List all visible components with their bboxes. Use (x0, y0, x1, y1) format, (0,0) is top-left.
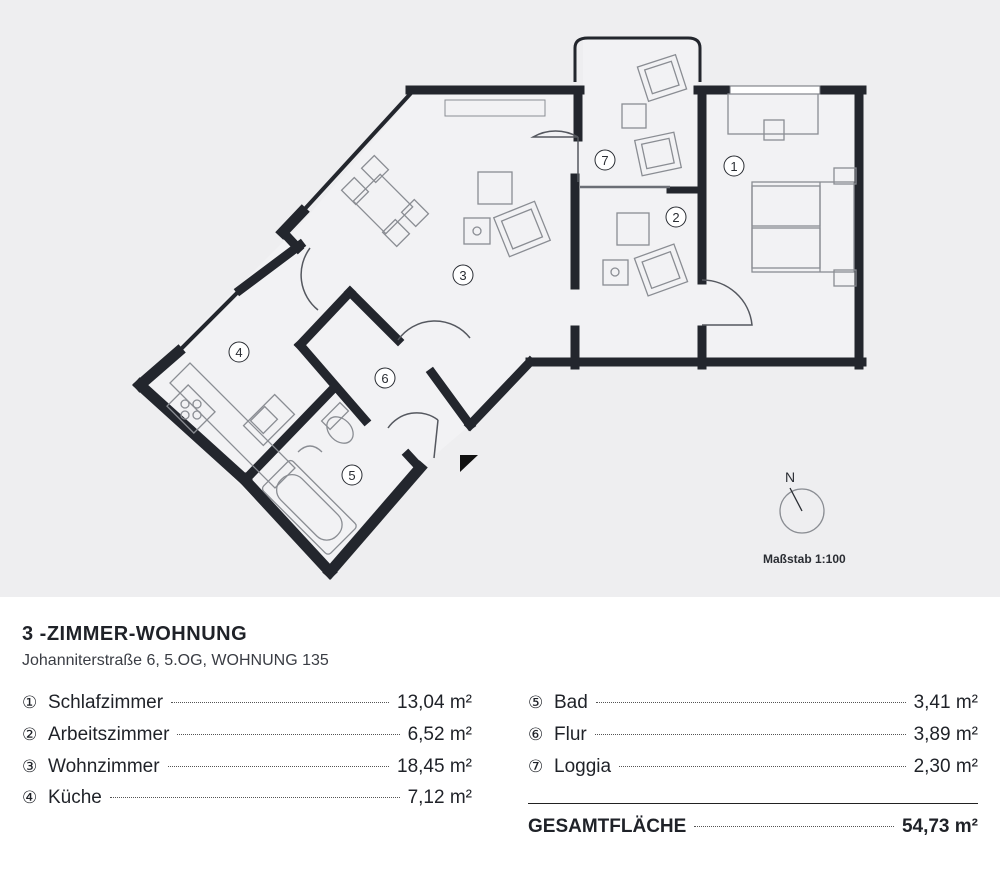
leader-dots (596, 702, 906, 703)
room-number: ① (22, 693, 38, 712)
leader-dots (694, 826, 894, 827)
room-number: ⑦ (528, 757, 544, 776)
room-area: 18,45 m² (397, 756, 472, 777)
room-row (528, 724, 978, 748)
room-marker-2 (666, 207, 686, 227)
room-marker-2-label: 2 (672, 210, 680, 225)
apartment-address: Johanniterstraße 6, 5.OG, WOHNUNG 135 (22, 652, 329, 669)
room-marker-5-label: 5 (348, 468, 356, 483)
total-label: GESAMTFLÄCHE (528, 816, 687, 837)
room-area: 3,41 m² (913, 692, 978, 713)
room-row (22, 692, 472, 716)
room-name: Flur (554, 724, 587, 745)
room-name: Arbeitszimmer (48, 724, 170, 745)
bedroom-window (730, 86, 820, 94)
room-number: ④ (22, 788, 38, 807)
total-area: 54,73 m² (901, 816, 978, 837)
room-row (528, 756, 978, 780)
leader-dots (619, 766, 906, 767)
room-row (528, 692, 978, 716)
room-row (22, 724, 472, 748)
room-name: Schlafzimmer (48, 692, 164, 713)
compass-icon (780, 469, 824, 533)
room-name: Bad (554, 692, 588, 713)
room-marker-7-label: 7 (601, 153, 609, 168)
room-marker-1-label: 1 (730, 159, 738, 174)
room-area: 7,12 m² (407, 787, 472, 808)
leader-dots (595, 734, 906, 735)
total-divider (528, 803, 978, 804)
room-marker-5 (342, 465, 362, 485)
room-marker-7 (595, 150, 615, 170)
room-marker-6-label: 6 (381, 371, 389, 386)
room-name: Küche (48, 787, 102, 808)
room-number: ⑤ (528, 693, 544, 712)
room-row (22, 787, 472, 811)
room-name: Wohnzimmer (48, 756, 160, 777)
north-label: N (785, 469, 796, 485)
room-marker-4-label: 4 (235, 345, 243, 360)
room-number: ② (22, 725, 38, 744)
total-row (528, 816, 978, 838)
room-area: 2,30 m² (913, 756, 978, 777)
entrance-marker (460, 455, 478, 472)
room-name: Loggia (554, 756, 612, 777)
leader-dots (168, 766, 389, 767)
scale-label: Maßstab 1:100 (763, 552, 846, 566)
room-marker-3 (453, 265, 473, 285)
room-number: ③ (22, 757, 38, 776)
room-area: 3,89 m² (913, 724, 978, 745)
room-marker-6 (375, 368, 395, 388)
room-marker-3-label: 3 (459, 268, 467, 283)
room-area: 13,04 m² (397, 692, 472, 713)
room-row (22, 756, 472, 780)
room-area: 6,52 m² (407, 724, 472, 745)
room-marker-4 (229, 342, 249, 362)
room-number: ⑥ (528, 725, 544, 744)
apartment-title: 3 -ZIMMER-WOHNUNG (22, 623, 248, 645)
leader-dots (171, 702, 389, 703)
leader-dots (110, 797, 400, 798)
room-marker-1 (724, 156, 744, 176)
leader-dots (177, 734, 399, 735)
apartment-floor (140, 40, 862, 575)
